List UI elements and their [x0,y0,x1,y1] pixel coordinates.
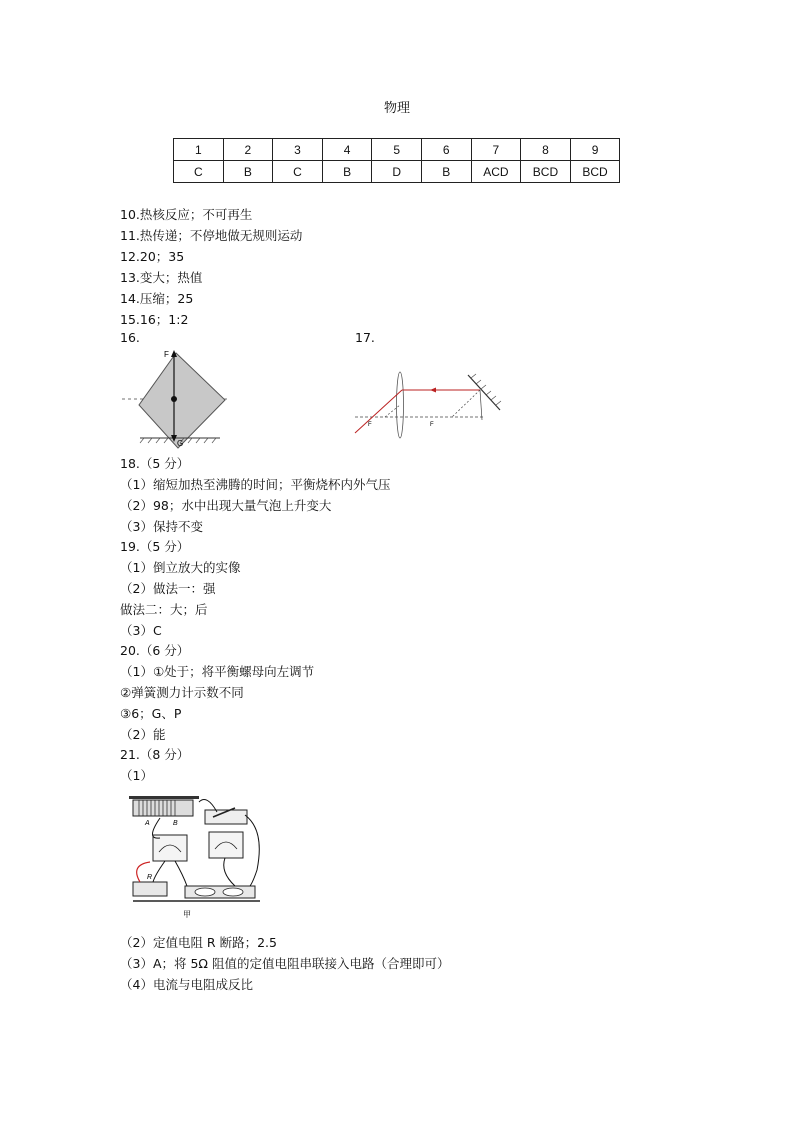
answer-15: 15.16；1:2 [120,312,189,327]
refracted-ray [355,390,402,433]
wire [175,861,187,886]
plane-mirror [468,375,500,410]
center-of-mass [171,396,177,402]
answer-20-1b: ②弹簧测力计示数不同 [120,685,244,700]
answer-19-3: （3）C [120,623,162,638]
answer-21-3: （3）A；将 5Ω 阻值的定值电阻串联接入电路（合理即可） [120,956,450,971]
table-cell: C [174,161,224,183]
figure-16-force-diagram [120,345,235,450]
answer-table [173,138,620,183]
table-cell: BCD [570,161,620,183]
rheostat-bar [129,796,199,799]
block [139,353,225,448]
voltmeter [209,832,243,858]
answer-18-1: （1）缩短加热至沸腾的时间；平衡烧杯内外气压 [120,477,391,492]
label-f: F [164,350,169,359]
dashed-ray [385,405,400,417]
answer-21-2: （2）定值电阻 R 断路；2.5 [120,935,277,950]
answer-19-2: （2）做法一：强 [120,581,216,596]
ray-arrow [430,388,436,393]
wire [245,815,259,886]
figure-17-optics-diagram [350,365,505,440]
answer-20-1: （1）①处于；将平衡螺母向左调节 [120,664,315,679]
table-cell: 9 [570,139,620,161]
wire [224,858,235,886]
answer-13: 13.变大；热值 [120,270,203,285]
answer-19-1: （1）倒立放大的实像 [120,560,241,575]
table-cell: 8 [521,139,571,161]
table-cell: ACD [471,161,521,183]
table-cell: 4 [322,139,372,161]
answer-10: 10.热核反应；不可再生 [120,207,253,222]
table-row-numbers [174,139,620,161]
resistor [133,882,167,896]
answer-18: 18.（5 分） [120,456,190,471]
figure-21-circuit [125,790,270,920]
label-b: B [173,820,178,827]
table-cell: C [273,161,323,183]
answer-19: 19.（5 分） [120,539,190,554]
table-cell: BCD [521,161,571,183]
table-cell: 6 [421,139,471,161]
label-r: R [147,874,153,881]
answer-16-label: 16. [120,330,140,345]
table-cell: 7 [471,139,521,161]
answer-18-2: （2）98；水中出现大量气泡上升变大 [120,498,332,513]
table-cell: 2 [223,139,273,161]
answer-17-label: 17. [355,330,375,345]
table-cell: 5 [372,139,422,161]
focal-right: F [430,422,434,428]
answer-21: 21.（8 分） [120,747,190,762]
label-a: A [145,820,150,827]
answer-18-3: （3）保持不变 [120,519,203,534]
dashed-ray [452,390,480,417]
answer-21-4: （4）电流与电阻成反比 [120,977,253,992]
answer-21-1: （1） [120,768,153,783]
table-cell: B [421,161,471,183]
table-cell: D [372,161,422,183]
page-title: 物理 [383,101,410,116]
battery-cell [223,888,243,896]
label-g: G [177,439,184,448]
answer-19-2b: 做法二：大；后 [120,602,208,617]
answer-20: 20.（6 分） [120,643,190,658]
table-cell: 3 [273,139,323,161]
battery-cell [195,888,215,896]
table-cell: B [223,161,273,183]
answer-14: 14.压缩；25 [120,291,194,306]
ammeter [153,835,187,861]
answer-20-1c: ③6；G、P [120,706,182,721]
wire [153,861,165,882]
incident-ray [480,390,482,420]
answer-11: 11.热传递；不停地做无规则运动 [120,228,303,243]
table-cell: 1 [174,139,224,161]
table-cell: B [322,161,372,183]
table-row-answers [174,161,620,183]
answer-20-2: （2）能 [120,727,166,742]
focal-left: F [368,422,372,428]
figure-caption: 甲 [183,910,191,919]
answer-12: 12.20；35 [120,249,185,264]
